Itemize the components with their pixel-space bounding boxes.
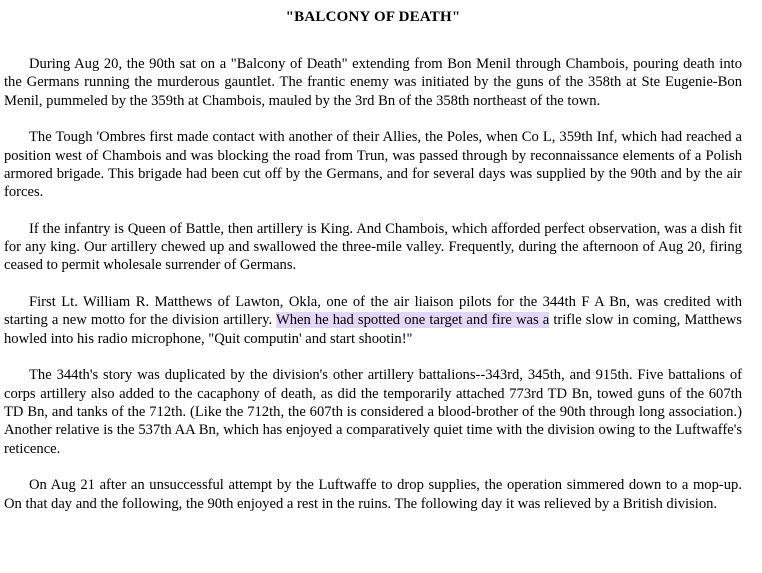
- paragraph-4-text-start: First Lt. William R. Matthews of Lawton, Okla, one of the air liaison pilots for the 344th F A Bn, was credited with starting a new motto for the division artillery.: [4, 294, 742, 329]
- paragraph-4-text-end: trifle slow in coming, Matthews howled into his radio microphone, "Quit computin' and start shootin!": [4, 312, 742, 347]
- paragraph-4: [4, 293, 742, 348]
- document-title: "BALCONY OF DEATH": [285, 9, 461, 25]
- highlighted-text-selection[interactable]: When he had spotted one target and fire was a: [275, 312, 550, 329]
- paragraph-1: During Aug 20, the 90th sat on a "Balcony of Death" extending from Bon Menil through Chambois, pouring death into the Germans running the murderous gauntlet. The frantic enemy was initiated by the guns of the 358th at Ste Eugenie-Bon Menil, pummeled by the 359th at Chambois, mauled by the 3rd Bn of the 358th northeast of the town.: [4, 56, 742, 109]
- paragraph-3: If the infantry is Queen of Battle, then artillery is King. And Chambois, which afforded perfect observation, was a dish fit for any king. Our artillery chewed up and swallowed the three-mile valley. Frequently, during the afternoon of Aug 20, firing ceased to permit wholesale surrender of Germans.: [4, 220, 742, 274]
- paragraph-2: The Tough 'Ombres first made contact with another of their Allies, the Poles, when Co L, 359th Inf, which had reached a position west of Chambois and was blocking the road from Trun, was passed through by reconnaissance elements of a Polish armored brigade. This brigade had been cut off by the Germans, and for several days was supplied by the 90th and by the air forces.: [4, 129, 742, 201]
- paragraph-6: On Aug 21 after an unsuccessful attempt by the Luftwaffe to drop supplies, the operation simmered down to a mop-up. On that day and the following, the 90th enjoyed a rest in the ruins. The following day it was relieved by a British division.: [4, 477, 742, 512]
- paragraph-5: The 344th's story was duplicated by the division's other artillery battalions--343rd, 345th, and 915th. Five battalions of corps artillery also added to the cacaphony of death, as did the temporarily attached 773rd TD Bn, towed guns of the 607th TD Bn, and tanks of the 712th. (Like the 712th, the 607th is considered a blood-brother of the 90th through long association.) Another relative is the 537th AA Bn, which has enjoyed a comparatively quiet time with the division owing to the Luftwaffe's reticence.: [4, 367, 742, 457]
